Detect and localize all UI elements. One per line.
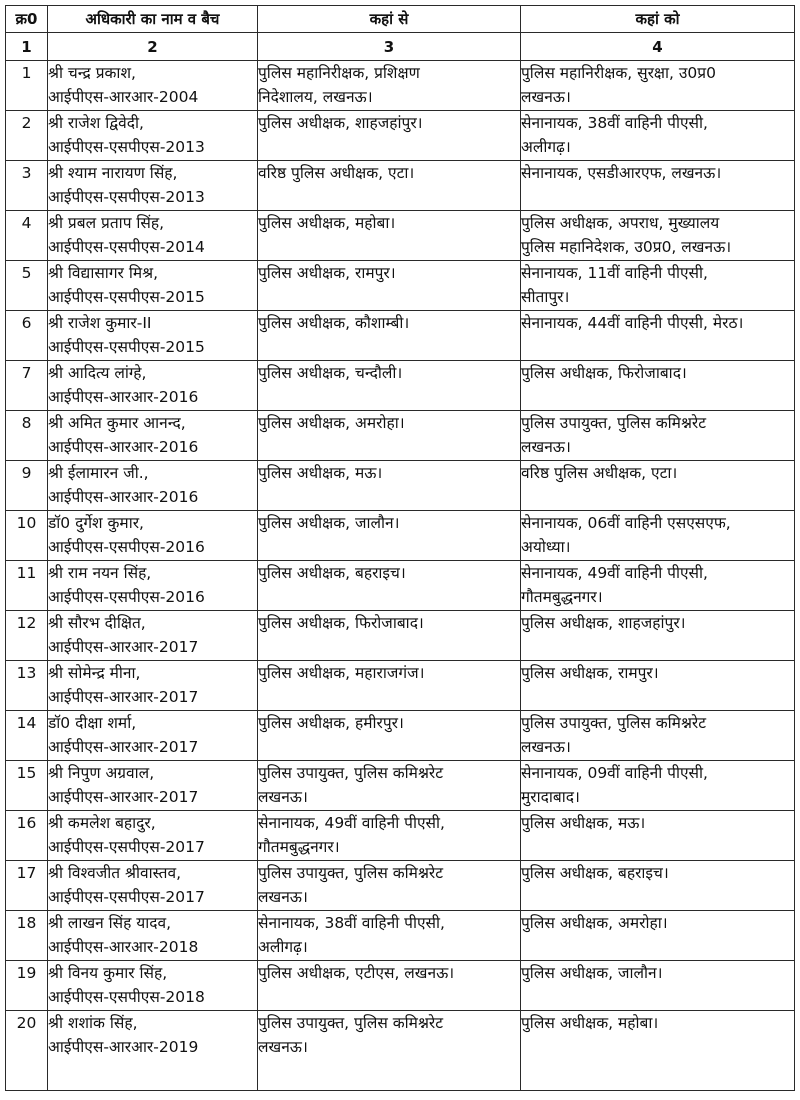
to-line-1: सेनानायक, 09वीं वाहिनी पीएसी, — [521, 764, 708, 782]
serial-number-text: 18 — [16, 914, 37, 932]
table-row — [6, 711, 795, 761]
table-row — [6, 311, 795, 361]
serial-number — [6, 211, 48, 261]
officer-batch: आईपीएस-आरआर-2017 — [48, 738, 199, 756]
to-line-1: पुलिस अधीक्षक, अमरोहा। — [521, 914, 668, 932]
from-cell — [258, 311, 521, 361]
serial-number-text: 16 — [16, 814, 37, 832]
table-row — [6, 411, 795, 461]
from-cell — [258, 211, 521, 261]
from-line-1: पुलिस अधीक्षक, कौशाम्बी। — [258, 314, 410, 332]
officer-batch: आईपीएस-एसपीएस-2013 — [48, 188, 205, 206]
to-line-1: सेनानायक, 06वीं वाहिनी एसएसएफ, — [521, 514, 731, 532]
serial-number — [6, 611, 48, 661]
officer-batch: आईपीएस-एसपीएस-2014 — [48, 238, 205, 256]
to-cell — [521, 311, 795, 361]
to-line-2: अलीगढ़। — [521, 138, 571, 156]
to-line-1: पुलिस उपायुक्त, पुलिस कमिश्नरेट — [521, 414, 707, 432]
serial-number-text: 3 — [21, 164, 32, 182]
table-row — [6, 761, 795, 811]
to-cell — [521, 511, 795, 561]
serial-number — [6, 811, 48, 861]
to-line-1: पुलिस अधीक्षक, रामपुर। — [521, 664, 659, 682]
table-body — [6, 61, 795, 1091]
transfer-table — [5, 5, 795, 1091]
to-line-1: पुलिस अधीक्षक, बहराइच। — [521, 864, 669, 882]
from-cell — [258, 161, 521, 211]
to-line-2: लखनऊ। — [521, 438, 571, 456]
serial-number — [6, 861, 48, 911]
officer-batch: आईपीएस-आरआर-2004 — [48, 88, 199, 106]
to-line-2: सीतापुर। — [521, 288, 570, 306]
officer-cell — [48, 361, 258, 411]
from-cell — [258, 711, 521, 761]
officer-cell — [48, 561, 258, 611]
officer-name: श्री राम नयन सिंह, — [48, 564, 152, 582]
to-line-1: सेनानायक, 38वीं वाहिनी पीएसी, — [521, 114, 708, 132]
officer-cell — [48, 61, 258, 111]
to-cell — [521, 811, 795, 861]
column-number: 2 — [48, 33, 258, 61]
from-line-1: पुलिस अधीक्षक, बहराइच। — [258, 564, 406, 582]
table-row — [6, 1011, 795, 1091]
officer-cell — [48, 861, 258, 911]
officer-batch: आईपीएस-आरआर-2017 — [48, 638, 199, 656]
officer-batch: आईपीएस-एसपीएस-2017 — [48, 838, 205, 856]
serial-number-text: 5 — [21, 264, 32, 282]
from-cell — [258, 561, 521, 611]
to-line-2: गौतमबुद्धनगर। — [521, 588, 603, 606]
from-cell — [258, 461, 521, 511]
from-line-1: पुलिस अधीक्षक, अमरोहा। — [258, 414, 405, 432]
serial-number-text: 20 — [16, 1014, 37, 1032]
from-line-1: पुलिस अधीक्षक, चन्दौली। — [258, 364, 403, 382]
from-cell — [258, 261, 521, 311]
serial-number — [6, 961, 48, 1011]
column-number: 3 — [258, 33, 521, 61]
serial-number-text: 12 — [16, 614, 37, 632]
column-number: 1 — [6, 33, 48, 61]
to-cell — [521, 661, 795, 711]
to-cell — [521, 961, 795, 1011]
officer-batch: आईपीएस-एसपीएस-2015 — [48, 338, 205, 356]
from-line-2: निदेशालय, लखनऊ। — [258, 88, 373, 106]
from-line-1: सेनानायक, 38वीं वाहिनी पीएसी, — [258, 914, 445, 932]
officer-cell — [48, 211, 258, 261]
from-line-2: लखनऊ। — [258, 788, 308, 806]
from-line-1: पुलिस अधीक्षक, महोबा। — [258, 214, 396, 232]
to-line-1: पुलिस अधीक्षक, महोबा। — [521, 1014, 659, 1032]
officer-name: श्री विश्वजीत श्रीवास्तव, — [48, 864, 182, 882]
to-line-1: पुलिस अधीक्षक, मऊ। — [521, 814, 646, 832]
serial-number — [6, 911, 48, 961]
table-row — [6, 361, 795, 411]
table-row — [6, 911, 795, 961]
to-line-1: सेनानायक, 49वीं वाहिनी पीएसी, — [521, 564, 708, 582]
to-line-1: सेनानायक, 44वीं वाहिनी पीएसी, मेरठ। — [521, 314, 744, 332]
serial-number — [6, 111, 48, 161]
from-line-1: पुलिस अधीक्षक, हमीरपुर। — [258, 714, 404, 732]
officer-cell — [48, 261, 258, 311]
serial-number — [6, 161, 48, 211]
officer-cell — [48, 961, 258, 1011]
from-cell — [258, 61, 521, 111]
officer-name: श्री विनय कुमार सिंह, — [48, 964, 168, 982]
officer-name: श्री राजेश द्विवेदी, — [48, 114, 144, 132]
from-line-1: पुलिस अधीक्षक, एटीएस, लखनऊ। — [258, 964, 455, 982]
to-line-1: पुलिस अधीक्षक, फिरोजाबाद। — [521, 364, 687, 382]
from-line-1: पुलिस अधीक्षक, जालौन। — [258, 514, 400, 532]
officer-name: श्री कमलेश बहादुर, — [48, 814, 156, 832]
officer-cell — [48, 511, 258, 561]
officer-cell — [48, 911, 258, 961]
officer-name: श्री निपुण अग्रवाल, — [48, 764, 155, 782]
officer-batch: आईपीएस-आरआर-2019 — [48, 1038, 199, 1056]
officer-batch: आईपीएस-एसपीएस-2016 — [48, 538, 205, 556]
officer-batch: आईपीएस-आरआर-2018 — [48, 938, 199, 956]
serial-number — [6, 61, 48, 111]
from-cell — [258, 111, 521, 161]
serial-number — [6, 561, 48, 611]
officer-batch: आईपीएस-एसपीएस-2017 — [48, 888, 205, 906]
officer-cell — [48, 811, 258, 861]
officer-name: श्री विद्यासागर मिश्र, — [48, 264, 158, 282]
serial-number — [6, 1011, 48, 1091]
serial-number-text: 15 — [16, 764, 37, 782]
header-to: कहां को — [521, 6, 795, 33]
to-line-1: पुलिस महानिरीक्षक, सुरक्षा, उ0प्र0 — [521, 64, 716, 82]
serial-number-text: 10 — [16, 514, 37, 532]
officer-cell — [48, 111, 258, 161]
serial-number — [6, 261, 48, 311]
serial-number — [6, 461, 48, 511]
to-line-1: पुलिस अधीक्षक, जालौन। — [521, 964, 663, 982]
serial-number-text: 1 — [21, 64, 32, 82]
serial-number-text: 2 — [21, 114, 32, 132]
serial-number — [6, 411, 48, 461]
from-cell — [258, 511, 521, 561]
from-cell — [258, 911, 521, 961]
from-line-1: सेनानायक, 49वीं वाहिनी पीएसी, — [258, 814, 445, 832]
officer-batch: आईपीएस-एसपीएस-2018 — [48, 988, 205, 1006]
officer-name: श्री प्रबल प्रताप सिंह, — [48, 214, 165, 232]
to-line-2: लखनऊ। — [521, 88, 571, 106]
to-line-1: पुलिस अधीक्षक, शाहजहांपुर। — [521, 614, 686, 632]
from-line-1: वरिष्ठ पुलिस अधीक्षक, एटा। — [258, 164, 415, 182]
to-cell — [521, 911, 795, 961]
header-from: कहां से — [258, 6, 521, 33]
serial-number — [6, 661, 48, 711]
from-cell — [258, 811, 521, 861]
table-row — [6, 61, 795, 111]
officer-name: श्री चन्द्र प्रकाश, — [48, 64, 136, 82]
from-line-2: गौतमबुद्धनगर। — [258, 838, 340, 856]
officer-cell — [48, 1011, 258, 1091]
to-line-2: मुरादाबाद। — [521, 788, 580, 806]
officer-cell — [48, 161, 258, 211]
from-cell — [258, 611, 521, 661]
table-row — [6, 611, 795, 661]
table-row — [6, 261, 795, 311]
officer-cell — [48, 311, 258, 361]
to-cell — [521, 211, 795, 261]
to-cell — [521, 761, 795, 811]
officer-batch: आईपीएस-आरआर-2017 — [48, 688, 199, 706]
to-cell — [521, 61, 795, 111]
to-line-1: सेनानायक, 11वीं वाहिनी पीएसी, — [521, 264, 708, 282]
to-cell — [521, 561, 795, 611]
to-line-1: सेनानायक, एसडीआरएफ, लखनऊ। — [521, 164, 722, 182]
from-cell — [258, 361, 521, 411]
officer-cell — [48, 761, 258, 811]
from-line-1: पुलिस अधीक्षक, मऊ। — [258, 464, 383, 482]
serial-number-text: 19 — [16, 964, 37, 982]
table-row — [6, 861, 795, 911]
officer-name: श्री लाखन सिंह यादव, — [48, 914, 172, 932]
table-row — [6, 561, 795, 611]
to-cell — [521, 461, 795, 511]
officer-name: श्री ईलामारन जी., — [48, 464, 149, 482]
to-line-1: पुलिस उपायुक्त, पुलिस कमिश्नरेट — [521, 714, 707, 732]
serial-number-text: 7 — [21, 364, 32, 382]
from-line-1: पुलिस महानिरीक्षक, प्रशिक्षण — [258, 64, 420, 82]
from-cell — [258, 761, 521, 811]
officer-batch: आईपीएस-आरआर-2016 — [48, 388, 199, 406]
to-cell — [521, 861, 795, 911]
serial-number-text: 6 — [21, 314, 32, 332]
officer-name: श्री सौरभ दीक्षित, — [48, 614, 146, 632]
to-cell — [521, 611, 795, 661]
serial-number-text: 17 — [16, 864, 37, 882]
to-cell — [521, 411, 795, 461]
officer-cell — [48, 711, 258, 761]
officer-batch: आईपीएस-एसपीएस-2015 — [48, 288, 205, 306]
to-cell — [521, 711, 795, 761]
officer-batch: आईपीएस-आरआर-2017 — [48, 788, 199, 806]
serial-number — [6, 311, 48, 361]
table-row — [6, 811, 795, 861]
header-officer-name-batch: अधिकारी का नाम व बैच — [48, 6, 258, 33]
serial-number-text: 14 — [16, 714, 37, 732]
to-cell — [521, 111, 795, 161]
officer-name: श्री अमित कुमार आनन्द, — [48, 414, 186, 432]
to-line-2: पुलिस महानिदेशक, उ0प्र0, लखनऊ। — [521, 238, 732, 256]
serial-number-text: 8 — [21, 414, 32, 432]
table-row — [6, 111, 795, 161]
officer-name: श्री शशांक सिंह, — [48, 1014, 138, 1032]
from-cell — [258, 411, 521, 461]
officer-name: डॉ0 दुर्गेश कुमार, — [48, 514, 144, 532]
officer-batch: आईपीएस-एसपीएस-2016 — [48, 588, 205, 606]
from-line-1: पुलिस अधीक्षक, शाहजहांपुर। — [258, 114, 423, 132]
officer-name: श्री आदित्य लांग्हे, — [48, 364, 147, 382]
from-line-1: पुलिस अधीक्षक, फिरोजाबाद। — [258, 614, 424, 632]
officer-name: श्री श्याम नारायण सिंह, — [48, 164, 178, 182]
officer-name: श्री राजेश कुमार-II — [48, 314, 152, 332]
serial-number — [6, 761, 48, 811]
to-line-2: अयोध्या। — [521, 538, 571, 556]
table-row — [6, 461, 795, 511]
header-row — [6, 6, 795, 33]
to-line-1: पुलिस अधीक्षक, अपराध, मुख्यालय — [521, 214, 720, 232]
serial-number — [6, 361, 48, 411]
to-cell — [521, 1011, 795, 1091]
serial-number — [6, 511, 48, 561]
from-line-1: पुलिस उपायुक्त, पुलिस कमिश्नरेट — [258, 764, 444, 782]
from-cell — [258, 961, 521, 1011]
officer-name: श्री सोमेन्द्र मीना, — [48, 664, 141, 682]
to-line-2: लखनऊ। — [521, 738, 571, 756]
from-line-2: लखनऊ। — [258, 888, 308, 906]
officer-cell — [48, 661, 258, 711]
officer-batch: आईपीएस-आरआर-2016 — [48, 438, 199, 456]
serial-number-text: 11 — [16, 564, 37, 582]
to-cell — [521, 261, 795, 311]
officer-cell — [48, 611, 258, 661]
from-line-2: अलीगढ़। — [258, 938, 308, 956]
from-line-1: पुलिस उपायुक्त, पुलिस कमिश्नरेट — [258, 864, 444, 882]
table-row — [6, 961, 795, 1011]
officer-cell — [48, 411, 258, 461]
from-line-1: पुलिस अधीक्षक, रामपुर। — [258, 264, 396, 282]
from-line-1: पुलिस उपायुक्त, पुलिस कमिश्नरेट — [258, 1014, 444, 1032]
from-line-2: लखनऊ। — [258, 1038, 308, 1056]
serial-number-text: 13 — [16, 664, 37, 682]
table-row — [6, 511, 795, 561]
from-cell — [258, 661, 521, 711]
officer-batch: आईपीएस-एसपीएस-2013 — [48, 138, 205, 156]
header-serial: क्र0 — [6, 6, 48, 33]
officer-name: डॉ0 दीक्षा शर्मा, — [48, 714, 137, 732]
to-cell — [521, 161, 795, 211]
column-number: 4 — [521, 33, 795, 61]
from-line-1: पुलिस अधीक्षक, महाराजगंज। — [258, 664, 425, 682]
to-cell — [521, 361, 795, 411]
table-row — [6, 161, 795, 211]
serial-number-text: 4 — [21, 214, 32, 232]
officer-cell — [48, 461, 258, 511]
to-line-1: वरिष्ठ पुलिस अधीक्षक, एटा। — [521, 464, 678, 482]
from-cell — [258, 861, 521, 911]
serial-number — [6, 711, 48, 761]
officer-batch: आईपीएस-आरआर-2016 — [48, 488, 199, 506]
from-cell — [258, 1011, 521, 1091]
serial-number-text: 9 — [21, 464, 32, 482]
table-row — [6, 211, 795, 261]
column-number-row — [6, 33, 795, 61]
table-row — [6, 661, 795, 711]
